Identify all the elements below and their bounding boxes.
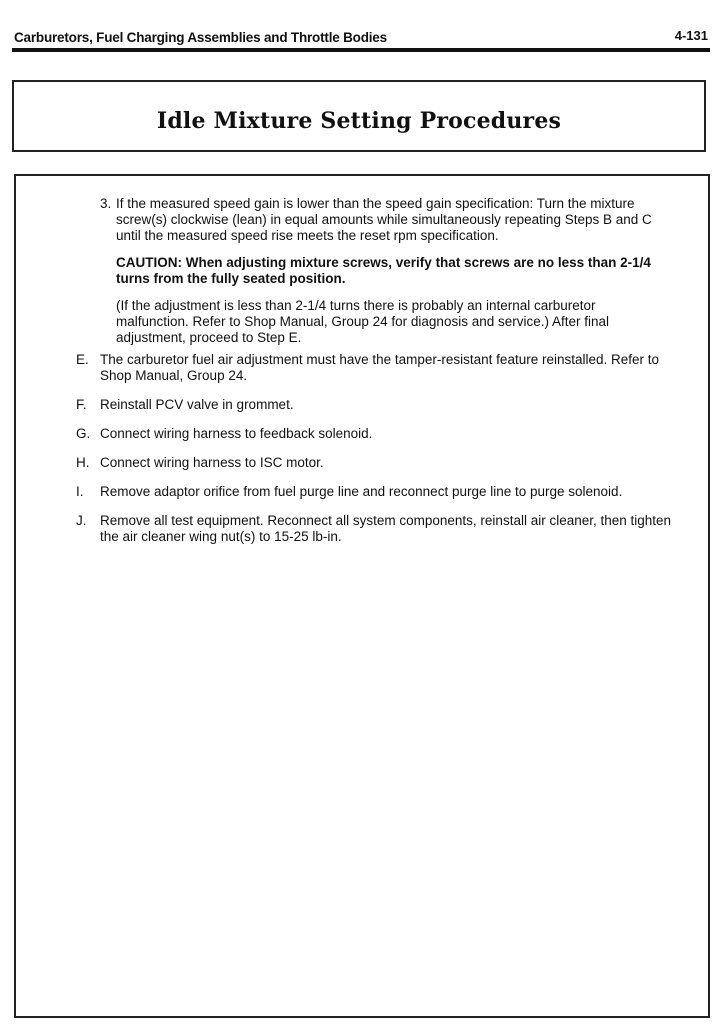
step-list [76, 352, 686, 558]
running-header [14, 28, 710, 48]
content-box [14, 174, 710, 1018]
step-text: Connect wiring harness to ISC motor. [100, 455, 324, 470]
step-text: Reinstall PCV valve in grommet. [100, 397, 294, 412]
step-letter: J. [76, 513, 87, 528]
step-letter: E. [76, 352, 89, 367]
header-rule [12, 48, 710, 52]
page-number: 4-131 [674, 28, 708, 43]
list-item [76, 397, 686, 413]
list-item [76, 426, 686, 442]
step-text: Remove adaptor orifice from fuel purge line and reconnect purge line to purge solenoid. [100, 484, 623, 499]
step-letter: H. [76, 455, 90, 470]
step-letter: I. [76, 484, 84, 499]
step-letter: F. [76, 397, 87, 412]
step-text: The carburetor fuel air adjustment must have the tamper-resistant feature reinstalled. Refer to Shop Manual, Group 24. [100, 352, 660, 383]
note-text: (If the adjustment is less than 2-1/4 turns there is probably an internal carburetor malfunction. Refer to Shop Manual, Group 24 for diagnosis and service.) After final adjustment, proceed to Step E. [116, 298, 610, 345]
step-letter: G. [76, 426, 91, 441]
list-item [76, 352, 686, 384]
page-title: Idle Mixture Setting Procedures [156, 108, 562, 134]
step-text: Connect wiring harness to feedback solenoid. [100, 426, 373, 441]
step-3 [100, 196, 672, 346]
caution-text: CAUTION: When adjusting mixture screws, verify that screws are no less than 2-1/4 turns from the fully seated position. [116, 255, 651, 286]
chapter-title: Carburetors, Fuel Charging Assemblies and Throttle Bodies [14, 30, 387, 45]
list-item [76, 513, 686, 545]
step-3-text: If the measured speed gain is lower than the speed gain specification: Turn the mixture screw(s) clockwise (lean) in equal amounts while simultaneously repeating Steps B and C until the measured speed rise meets the reset rpm specification. [116, 196, 652, 243]
list-item [76, 455, 686, 471]
step-text: Remove all test equipment. Reconnect all system components, reinstall air cleaner, then tighten the air cleaner wing nut(s) to 15-25 lb-in. [100, 513, 672, 544]
title-box [12, 80, 706, 152]
step-3-number: 3. [100, 196, 112, 211]
list-item [76, 484, 686, 500]
